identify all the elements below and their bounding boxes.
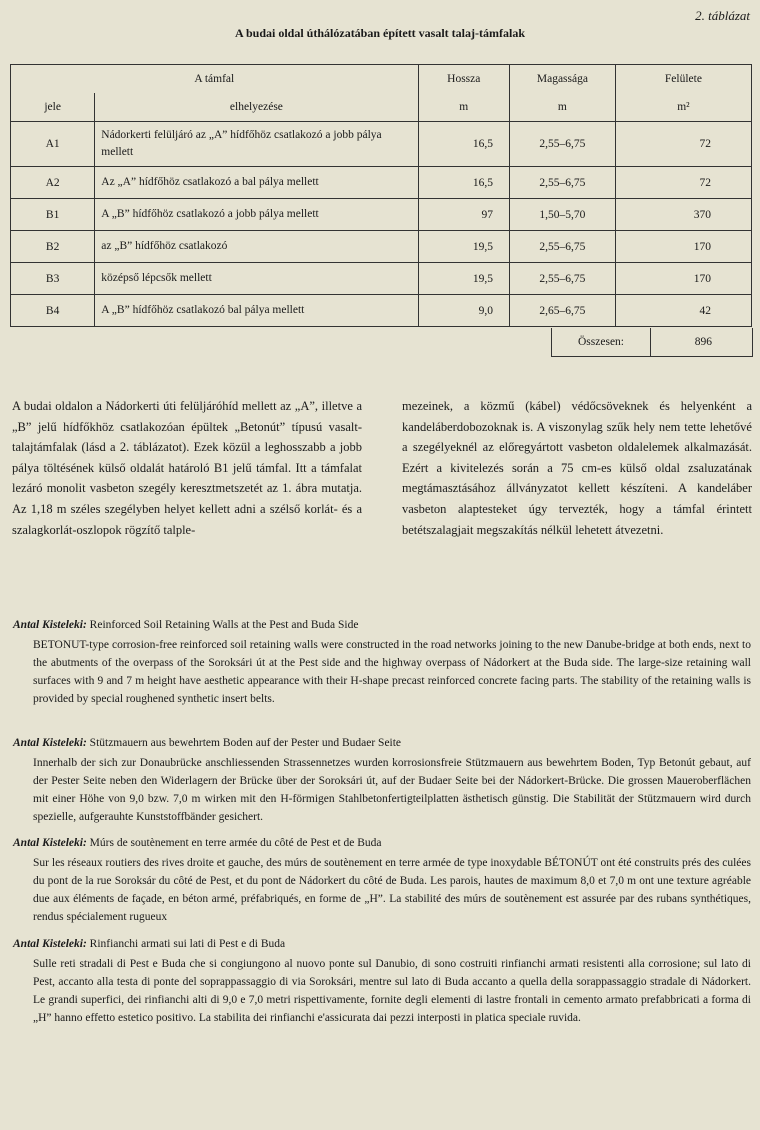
cell-elhelyezese: az „B” hídfőhöz csatlakozó <box>95 231 418 263</box>
table-row <box>11 199 752 231</box>
summary-french <box>13 834 751 926</box>
summary-body: Sulle reti stradali di Pest e Buda che si congiungono al nuovo ponte sul Danubio, di sono costruiti rinfianchi armati resistenti alla corrosione; sul lato di Pest, accanto alla testa di ponte del soprappassaggio di via Soroksári, mentre sul lato di Buda accanto a quella della sorappassaggio stradale di Nádorkert. Le grandi superfici, dei rinfianchi alti di 9,0 e 7,0 metri rispettivamente, fornite degli elementi di lastre frontali in cemento armato prefabbricati a forma di „H” hanno effetto estetico positivo. La stabilita dei rinfianchi e'assicurata dai pezzi interposti in platica speciale ruvida. <box>33 958 751 1024</box>
cell-magassaga: 2,55–6,75 <box>509 122 615 167</box>
summary-english <box>13 616 751 708</box>
cell-elhelyezese: A „B” hídfőhöz csatlakozó a jobb pálya mellett <box>95 199 418 231</box>
cell-hossza: 19,5 <box>418 263 509 295</box>
summary-title: Stützmauern aus bewehrtem Boden auf der Pester und Budaer Seite <box>89 737 402 749</box>
summary-italian <box>13 935 751 1027</box>
total-label: Összesen: <box>552 328 651 356</box>
header-magassaga-unit: m <box>509 93 615 122</box>
cell-felulete: 72 <box>615 167 751 199</box>
summary-title: Múrs de soutènement en terre armée du côté de Pest et de Buda <box>89 837 382 849</box>
header-felulete: Felülete <box>615 65 751 94</box>
summary-author: Antal Kisteleki: <box>13 737 87 749</box>
body-text-left-column: A budai oldalon a Nádorkerti úti felüljáróhíd mellett az „A”, illetve a „B” jelű hídfőkhöz csatlakozóan épültek „Betonút” típusú vasalt-talajtámfalak (lásd a 2. táblázatot). Ezek közül a leghosszabb a jobb pálya töltésének külső oldalát határoló B1 jelű támfal. Itt a támfalat lezáró monolit vasbeton szegély keresztmetszetét az 1. ábra mutatja. Az 1,18 m széles szegélyben helyet kellett adni a szélső korlát- és a szalagkorlát-oszlopok rögzítő talple- <box>12 399 362 537</box>
cell-felulete: 170 <box>615 231 751 263</box>
summary-heading <box>13 834 751 852</box>
cell-jele: B2 <box>11 231 95 263</box>
header-jele: jele <box>11 93 95 122</box>
header-group-label: A támfal <box>11 65 419 94</box>
summary-heading <box>13 616 751 634</box>
cell-magassaga: 1,50–5,70 <box>509 199 615 231</box>
retaining-walls-table <box>10 64 752 327</box>
cell-jele: A1 <box>11 122 95 167</box>
summary-title: Rinfianchi armati sui lati di Pest e di Buda <box>89 938 286 950</box>
header-hossza-unit: m <box>418 93 509 122</box>
summary-body: Sur les réseaux routiers des rives droite et gauche, des múrs de soutènement en terre armée de type inoxydable BÉTONÚT ont été construits prés des culées du pont de la rue Soroksár du côté de Pest, et du pont de Nádorkert du côté de Buda. Les parois, hautes de maximum 8,0 et 7,0 m ont une texture agréable due aux éléments de façade, en béton armé, préfabriqués, en forme de „H”. La stabilité des múrs de soutènement est assurée par des rubans synthétiques, rendus spécialement rugueux <box>33 857 751 923</box>
cell-felulete: 72 <box>615 122 751 167</box>
table-number-label: 2. táblázat <box>695 8 750 23</box>
summary-body: BETONUT-type corrosion-free reinforced soil retaining walls were constructed in the road networks joining to the new Danube-bridge at both ends, next to the abutments of the overpass of the Soroksári út at the Pest side and the highway overpass of Nádorkert at the Buda side. The large-size retaining wall surfaces with 9 and 7 m height have aesthetic appearance with their H-shape precast reinforced concrete facing parts. The stability of the retaining walls is provided by special roughened synthetic insert belts. <box>33 639 751 705</box>
cell-felulete: 42 <box>615 295 751 327</box>
summary-heading <box>13 935 751 953</box>
total-value: 896 <box>694 336 712 348</box>
summary-author: Antal Kisteleki: <box>13 938 87 950</box>
cell-elhelyezese: Az „A” hídfőhöz csatlakozó a bal pálya mellett <box>95 167 418 199</box>
cell-magassaga: 2,55–6,75 <box>509 167 615 199</box>
header-felulete-unit: m² <box>615 93 751 122</box>
cell-hossza: 16,5 <box>418 167 509 199</box>
table-row <box>11 231 752 263</box>
cell-jele: A2 <box>11 167 95 199</box>
summary-author: Antal Kisteleki: <box>13 837 87 849</box>
table-row <box>11 167 752 199</box>
summary-author: Antal Kisteleki: <box>13 619 87 631</box>
cell-magassaga: 2,55–6,75 <box>509 231 615 263</box>
table-row <box>11 122 752 167</box>
cell-elhelyezese: A „B” hídfőhöz csatlakozó bal pálya mellett <box>95 295 418 327</box>
table-row <box>11 295 752 327</box>
cell-hossza: 9,0 <box>418 295 509 327</box>
cell-magassaga: 2,65–6,75 <box>509 295 615 327</box>
body-text-right-column: mezeinek, a közmű (kábel) védőcsöveknek és helyenként a kandeláberdobozoknak is. A viszonylag szűk hely nem tette lehetővé a szegélyeknél az előregyártott vasbeton oldalelemek alkalmazását. Ezért a kivitelezés során a 75 cm-es külső oldal zsaluzatának megtámasztásához állványzatot kellett készíteni. A kandeláber vasbeton alaptesteket úgy tervezték, hogy a támfal érintett betétszalagjait megszakítás nélkül lehetett átvezetni. <box>402 399 752 537</box>
summary-german <box>13 734 751 826</box>
header-magassaga: Magassága <box>509 65 615 94</box>
cell-magassaga: 2,55–6,75 <box>509 263 615 295</box>
summary-heading <box>13 734 751 752</box>
cell-jele: B3 <box>11 263 95 295</box>
summary-title: Reinforced Soil Retaining Walls at the Pest and Buda Side <box>89 619 359 631</box>
cell-elhelyezese: Nádorkerti felüljáró az „A” hídfőhöz csatlakozó a jobb pálya mellett <box>95 122 418 167</box>
cell-hossza: 16,5 <box>418 122 509 167</box>
cell-jele: B4 <box>11 295 95 327</box>
cell-hossza: 19,5 <box>418 231 509 263</box>
cell-hossza: 97 <box>418 199 509 231</box>
header-hossza: Hossza <box>418 65 509 94</box>
table-total-row <box>551 328 753 357</box>
cell-jele: B1 <box>11 199 95 231</box>
table-row <box>11 263 752 295</box>
table-title: A budai oldal úthálózatában épített vasalt talaj-támfalak <box>234 26 525 40</box>
cell-elhelyezese: középső lépcsők mellett <box>95 263 418 295</box>
cell-felulete: 370 <box>615 199 751 231</box>
cell-felulete: 170 <box>615 263 751 295</box>
summary-body: Innerhalb der sich zur Donaubrücke anschliessenden Strassennetzes wurden korrosionsfreie Stützmauern aus bewehrtem Boden, Typ Betonút gebaut, auf der Pester Seite neben den Widerlagern der Brücke über der Soroksári út, auf der Budaer Seite bei der Nádorkert-Brücke. Die grossen Maueroberflächen mit einer Höhe von 9,0 bzw. 7,0 m wirken mit den H-förmigen Stahlbetonfertigteilplatten ästhetisch günstig. Die Stabilität der Stützmauern wird durch spezielle, aufgerauhte Kunststoffbänder gesichert. <box>33 757 751 823</box>
header-elhelyezese: elhelyezése <box>95 93 418 122</box>
